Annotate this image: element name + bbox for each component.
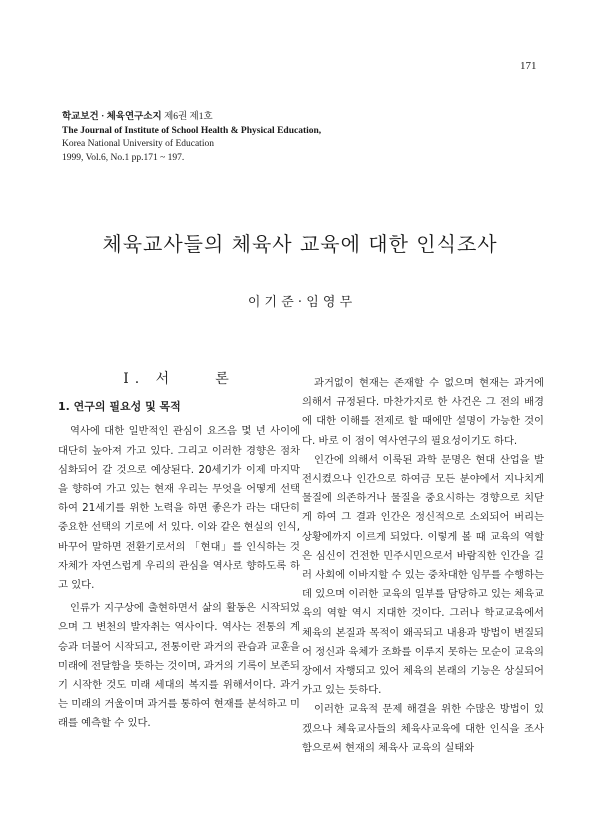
- right-column: [302, 374, 544, 758]
- journal-english-title: The Journal of Institute of School Health & Physical Education,: [62, 125, 322, 136]
- journal-citation: 1999, Vol.6, No.1 pp.171 ~ 197.: [62, 152, 185, 163]
- page-number: 171: [520, 60, 537, 72]
- article-title: 체육교사들의 체육사 교육에 대한 인식조사: [102, 232, 498, 256]
- paragraph: 인간에 의해서 이룩된 과학 문명은 현대 산업을 발전시켰으나 인간으로 하여금 모든 분야에서 지나치게 물질에 의존하거나 물질을 중요시하는 경향으로 치닫게 하여 그 결과 인간은 정신적으로 소외되어 버리는 상황에까지 이르게 되었다. 이렇게 볼 때 교육의 역할은 심신이 건전한 민주시민으로서 바람직한 인간을 길러 사회에 이바지할 수 있는 중차대한 임무를 수행하는 데 있으며 이러한 교육의 일부를 담당하고 있는 체육교육의 역할 역시 지대한 것이다. 그러나 학교교육에서 체육의 본질과 목적이 왜곡되고 내용과 방법이 변질되어 정신과 육체가 조화를 이루지 못하는 모순이 교육의 장에서 자행되고 있어 체육의 본래의 기능은 상실되어 가고 있는 듯하다.: [302, 453, 544, 697]
- paragraph: 역사에 대한 일반적인 관심이 요즈음 몇 년 사이에 대단히 높아져 가고 있다. 그리고 이러한 경향은 점차 심화되어 갈 것으로 예상된다. 20세기가 이제 마지막을 향하여 가고 있는 현재 우리는 무엇을 어떻게 선택하여 21세기를 위한 노력을 하면 좋은가 라는 대단히 중요한 선택의 기로에 서 있다. 이와 같은 현실의 인식, 바꾸어 말하면 전환기로서의 「현대」를 인식하는 것 자체가 자연스럽게 우리의 관심을 역사로 향하도록 하고 있다.: [58, 425, 300, 592]
- subsection-heading: 1. 연구의 필요성 및 목적: [58, 400, 181, 414]
- section-heading: Ⅰ. 서 론: [123, 371, 235, 387]
- journal-university: Korea National University of Education: [62, 139, 214, 149]
- left-column: [58, 370, 300, 734]
- authors: 이 기 준 · 임 영 무: [247, 295, 353, 310]
- paragraph: 인류가 지구상에 출현하면서 삶의 활동은 시작되었으며 그 변천의 발자취는 역사이다. 역사는 전통의 계승과 더불어 시작되고, 전통이란 과거의 관습과 교훈을 미래에 전달함을 뜻하는 것이며, 과거의 기록이 보존되기 시작한 것도 미래 세대의 복지를 위해서이다. 과거는 미래의 거울이며 과거를 통하여 현재를 분석하고 미래를 예측할 수 있다.: [58, 602, 300, 730]
- paragraph: 과거없이 현재는 존재할 수 없으며 현재는 과거에 의해서 규정된다. 마찬가지로 한 사건은 그 전의 배경에 대한 이해를 전제로 할 때에만 설명이 가능한 것이다. 바로 이 점이 역사연구의 필요성이기도 하다.: [302, 377, 544, 447]
- journal-korean-title: 학교보건 · 체육연구소지: [62, 112, 162, 122]
- journal-volume: 제6권 제1호: [164, 112, 213, 122]
- journal-header: [62, 111, 321, 165]
- paragraph: 이러한 교육적 문제 해결을 위한 수많은 방법이 있겠으나 체육교사들의 체육사교육에 대한 인식을 조사함으로써 현재의 체육사 교육의 실태와: [302, 703, 544, 754]
